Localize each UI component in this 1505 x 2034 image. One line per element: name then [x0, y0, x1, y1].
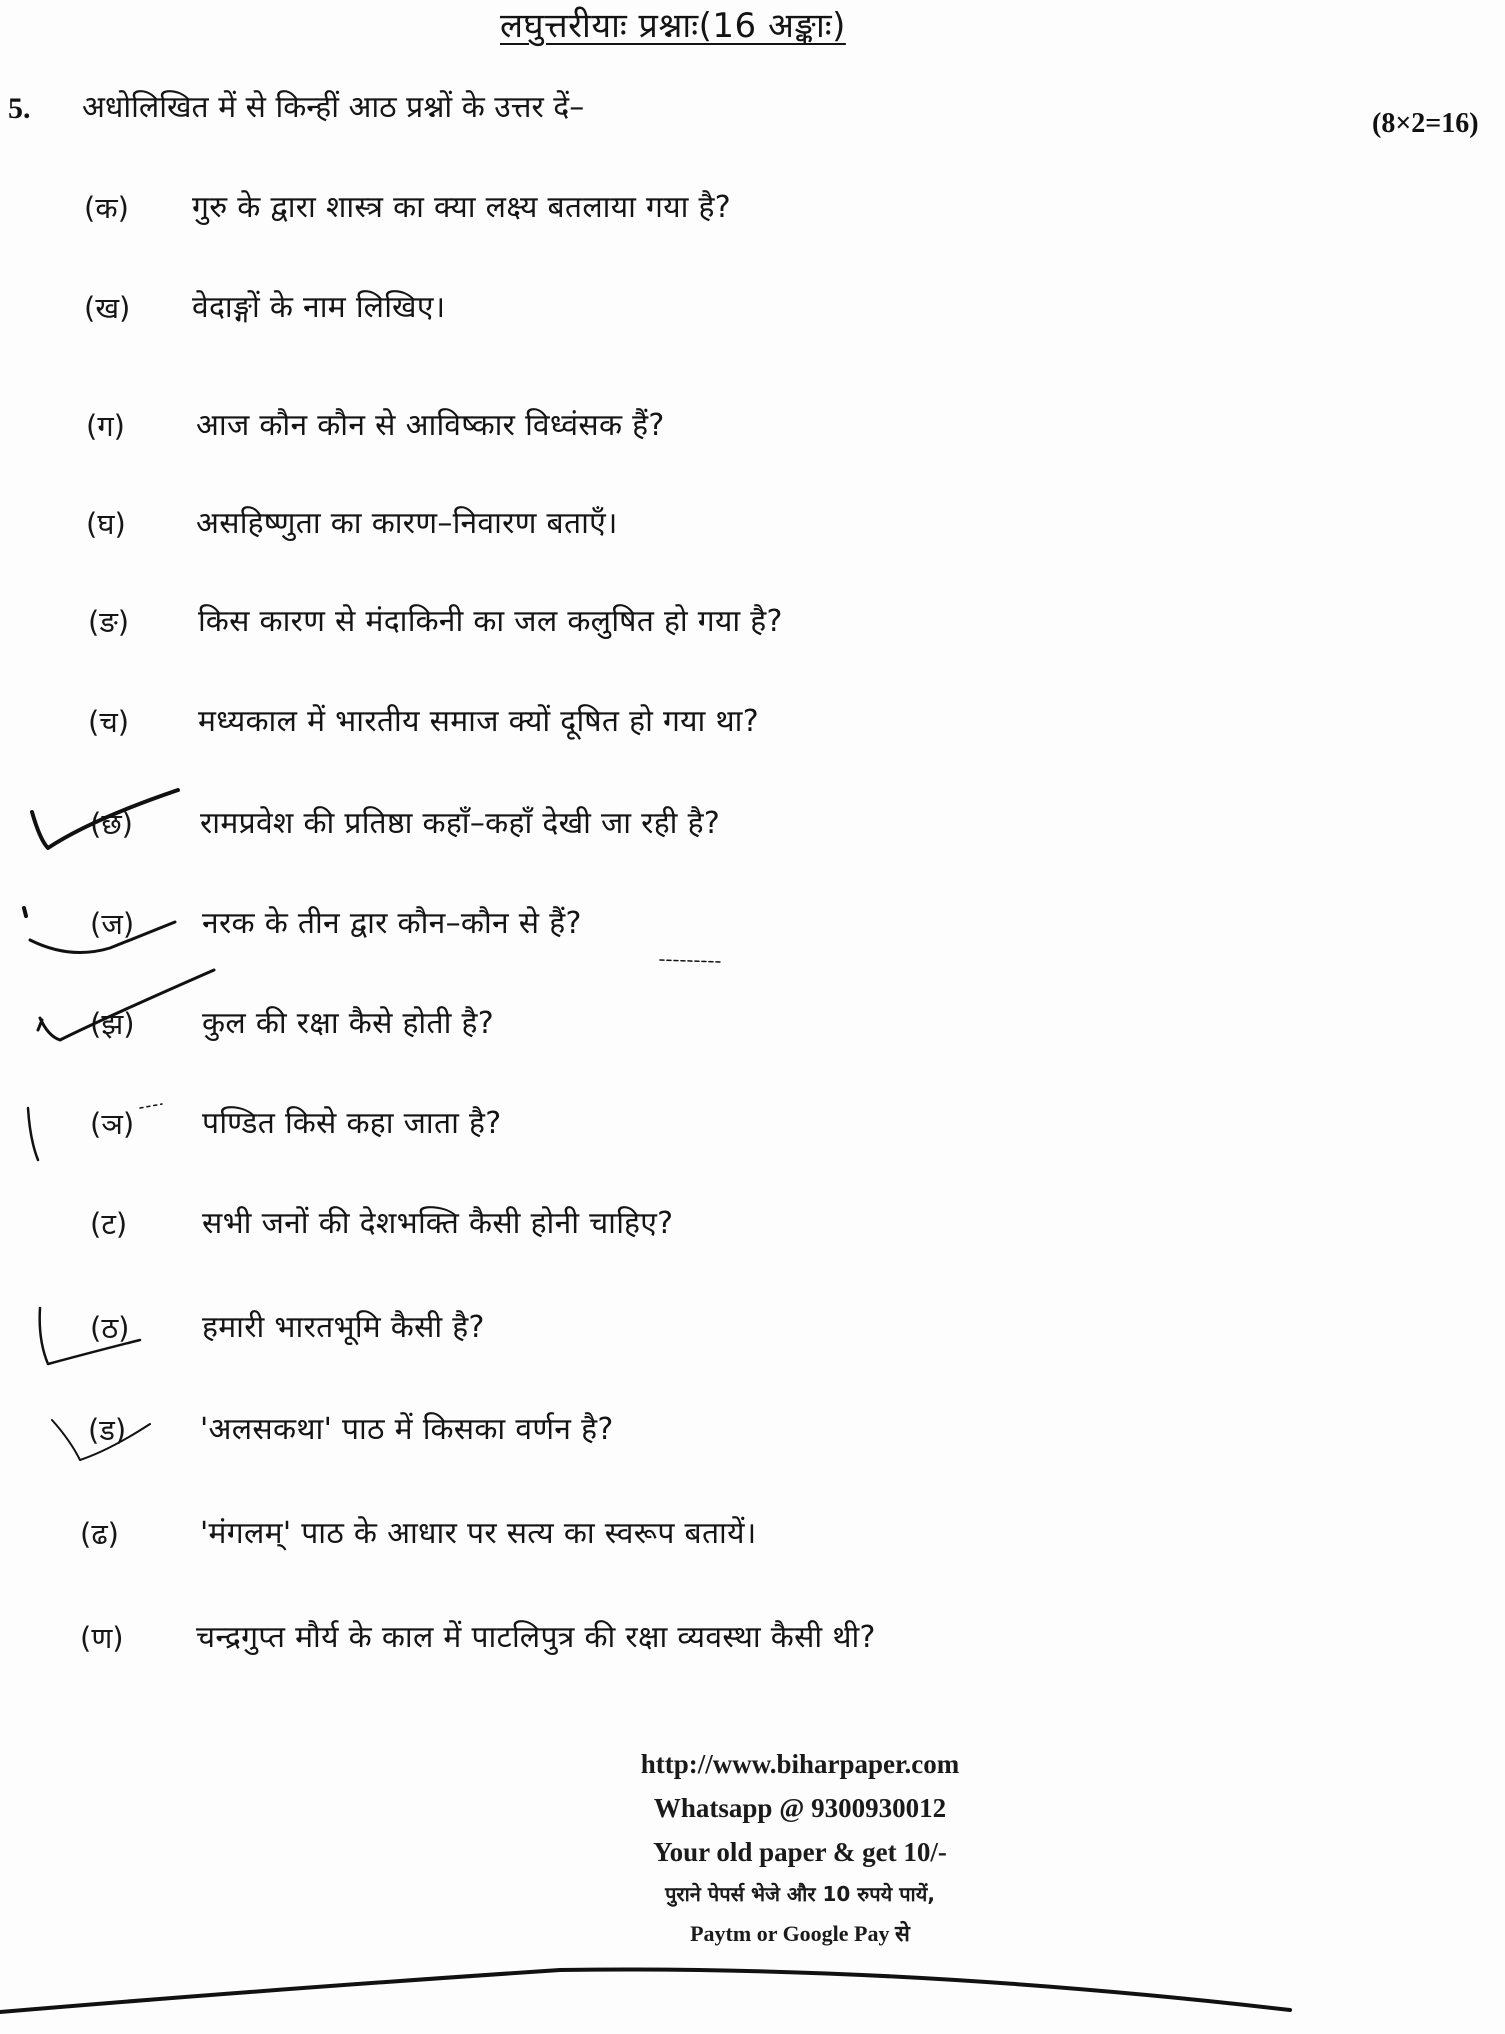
- subquestion-label: (ढ): [80, 1517, 119, 1551]
- subquestion-tha: [0, 1306, 1200, 1354]
- subquestion-text: मध्यकाल में भारतीय समाज क्यों दूषित हो गया था?: [198, 704, 759, 739]
- subquestion-text: पण्डित किसे कहा जाता है?: [202, 1106, 502, 1141]
- subquestion-text: गुरु के द्वारा शास्त्र का क्या लक्ष्य बतलाया गया है?: [192, 190, 731, 225]
- footer-payment: Paytm or Google Pay से: [690, 1921, 910, 1946]
- subquestion-label: (ख): [84, 291, 131, 325]
- subquestion-ja: [0, 902, 1200, 950]
- question-number: 5.: [8, 92, 31, 125]
- subquestion-text: 'मंगलम्' पाठ के आधार पर सत्य का स्वरूप बतायें।: [200, 1516, 757, 1551]
- subquestion-text: किस कारण से मंदाकिनी का जल कलुषित हो गया है?: [198, 604, 783, 639]
- footer-promo: [500, 1742, 1100, 1954]
- subquestion-label: (ज): [90, 907, 135, 941]
- question-instruction: अधोलिखित में से किन्हीं आठ प्रश्नों के उत्तर दें–: [82, 90, 585, 125]
- subquestion-ta: [0, 1202, 1200, 1250]
- subquestion-text: रामप्रवेश की प्रतिष्ठा कहाँ–कहाँ देखी जा रही है?: [200, 806, 721, 841]
- subquestion-ka: [0, 186, 1200, 234]
- footer-whatsapp: Whatsapp @ 9300930012: [653, 1793, 947, 1823]
- footer-website-link[interactable]: http://www.biharpaper.com: [640, 1749, 960, 1779]
- subquestion-text: हमारी भारतभूमि कैसी है?: [202, 1310, 485, 1345]
- subquestion-text: आज कौन कौन से आविष्कार विध्वंसक हैं?: [196, 408, 665, 443]
- subquestion-nga: [0, 600, 1200, 648]
- subquestion-dha: [0, 1512, 1200, 1560]
- subquestion-label: (ङ): [88, 605, 130, 639]
- subquestion-label: (ड): [88, 1413, 127, 1447]
- subquestion-text: नरक के तीन द्वार कौन–कौन से हैं?: [202, 906, 582, 941]
- subquestion-da: [0, 1408, 1200, 1456]
- subquestion-label: (ट): [90, 1207, 128, 1241]
- question-marks: (8×2=16): [1372, 108, 1479, 139]
- subquestion-text: 'अलसकथा' पाठ में किसका वर्णन है?: [200, 1412, 614, 1447]
- subquestion-label: (ठ): [90, 1311, 130, 1345]
- subquestion-na: [0, 1616, 1200, 1664]
- subquestion-nya: [0, 1102, 1200, 1150]
- subquestion-chha: [0, 802, 1200, 850]
- subquestion-label: (झ): [90, 1007, 135, 1041]
- subquestion-cha: [0, 700, 1200, 748]
- subquestion-label: (च): [88, 705, 130, 739]
- footer-offer: Your old paper & get 10/-: [653, 1837, 947, 1867]
- subquestion-kha: [0, 286, 1200, 334]
- subquestion-text: सभी जनों की देशभक्ति कैसी होनी चाहिए?: [202, 1206, 674, 1241]
- subquestion-label: (ण): [80, 1621, 124, 1655]
- subquestion-label: (छ): [90, 807, 133, 841]
- footer-offer-hindi: पुराने पेपर्स भेजे और 10 रुपये पायें,: [665, 1882, 935, 1906]
- subquestion-text: चन्द्रगुप्त मौर्य के काल में पाटलिपुत्र की रक्षा व्यवस्था कैसी थी?: [196, 1620, 876, 1655]
- subquestion-gha: [0, 502, 1200, 550]
- subquestion-label: (ग): [86, 409, 125, 443]
- subquestion-jha: [0, 1002, 1200, 1050]
- subquestion-text: असहिष्णुता का कारण–निवारण बताएँ।: [196, 506, 618, 541]
- subquestion-text: वेदाङ्गों के नाम लिखिए।: [192, 290, 446, 325]
- subquestion-label: (क): [84, 191, 129, 225]
- subquestion-ga: [0, 404, 1200, 452]
- subquestion-text: कुल की रक्षा कैसे होती है?: [202, 1006, 494, 1041]
- section-title: लघुत्तरीयाः प्रश्नाः(16 अङ्काः): [500, 6, 846, 46]
- subquestion-label: (ञ): [90, 1107, 135, 1141]
- subquestion-label: (घ): [86, 507, 126, 541]
